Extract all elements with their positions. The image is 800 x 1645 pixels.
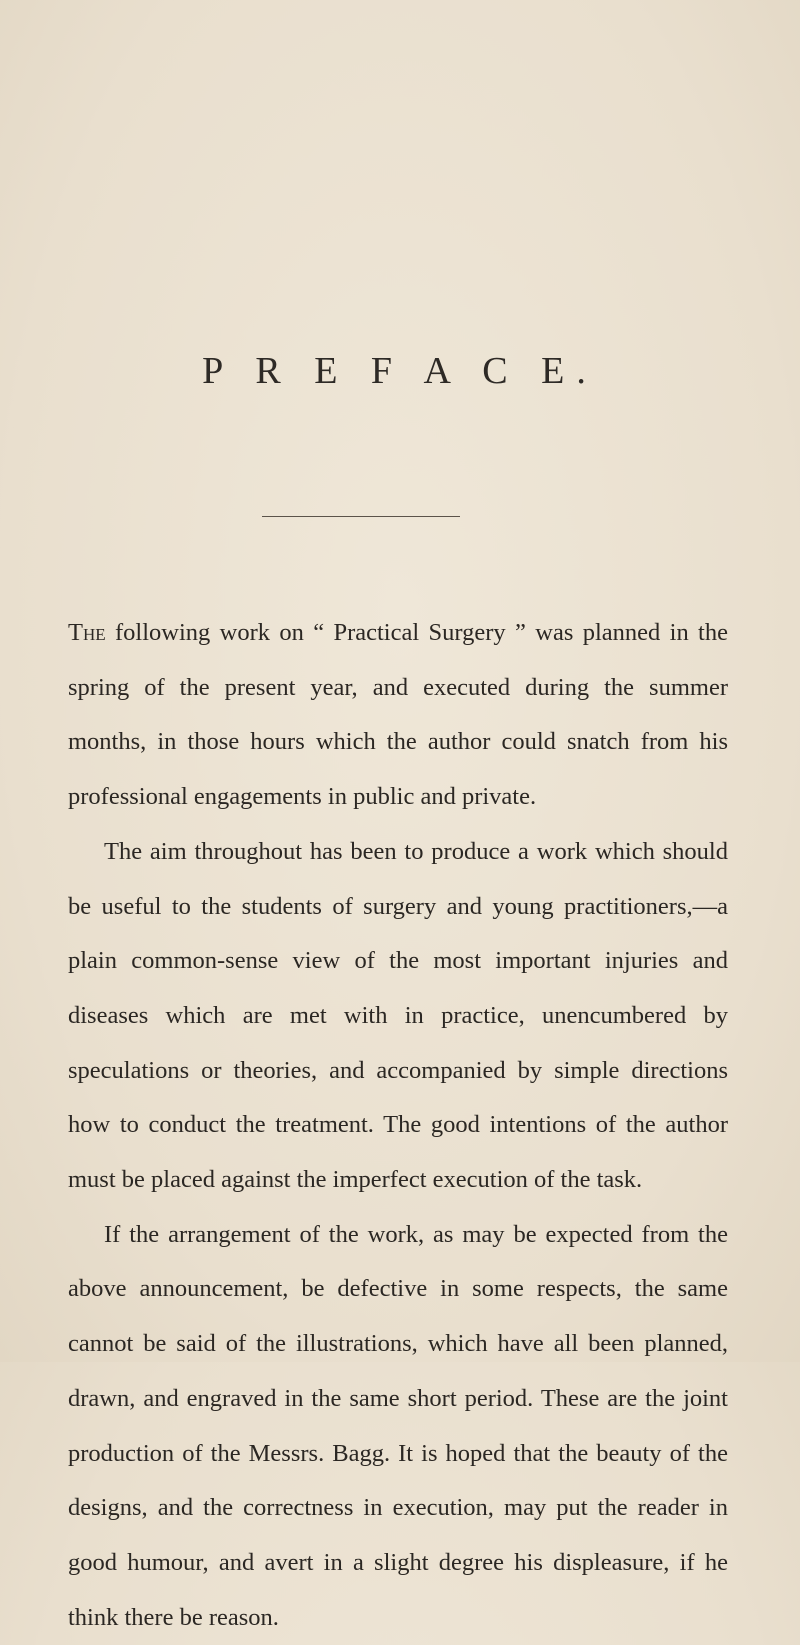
paragraph-3	[68, 1208, 728, 1645]
paragraph-1	[68, 606, 728, 825]
paragraph-1-text: following work on “ Practical Surgery ” was planned in the spring of the present year, and executed during the summer months, in those hours which the author could snatch from his professional engagements in public and private.	[68, 619, 728, 811]
page-title: P R E F A C E.	[202, 350, 598, 392]
paragraph-2-text: The aim throughout has been to produce a work which should be useful to the students of surgery and young practitioners,—a plain common-sense view of the most important injuries and diseases which are met with in practice, unencumbered by speculations or theories, and accompanied by simple directions how to conduct the treatment. The good intentions of the author must be placed against the imperfect execution of the task.	[68, 837, 728, 1194]
title-rule	[262, 516, 460, 517]
paragraph-2	[68, 825, 728, 1208]
preface-body	[68, 606, 728, 1645]
paragraph-1-lead: The	[68, 619, 106, 646]
paragraph-3-text: If the arrangement of the work, as may be expected from the above announcement, be defective in some respects, the same cannot be said of the illustrations, which have all been planned, drawn, and engraved in the same short period. These are the joint production of the Messrs. Bagg. It is hoped that the beauty of the designs, and the correctness in execution, may put the reader in good humour, and avert in a slight degree his displeasure, if he think there be reason.	[68, 1220, 728, 1631]
